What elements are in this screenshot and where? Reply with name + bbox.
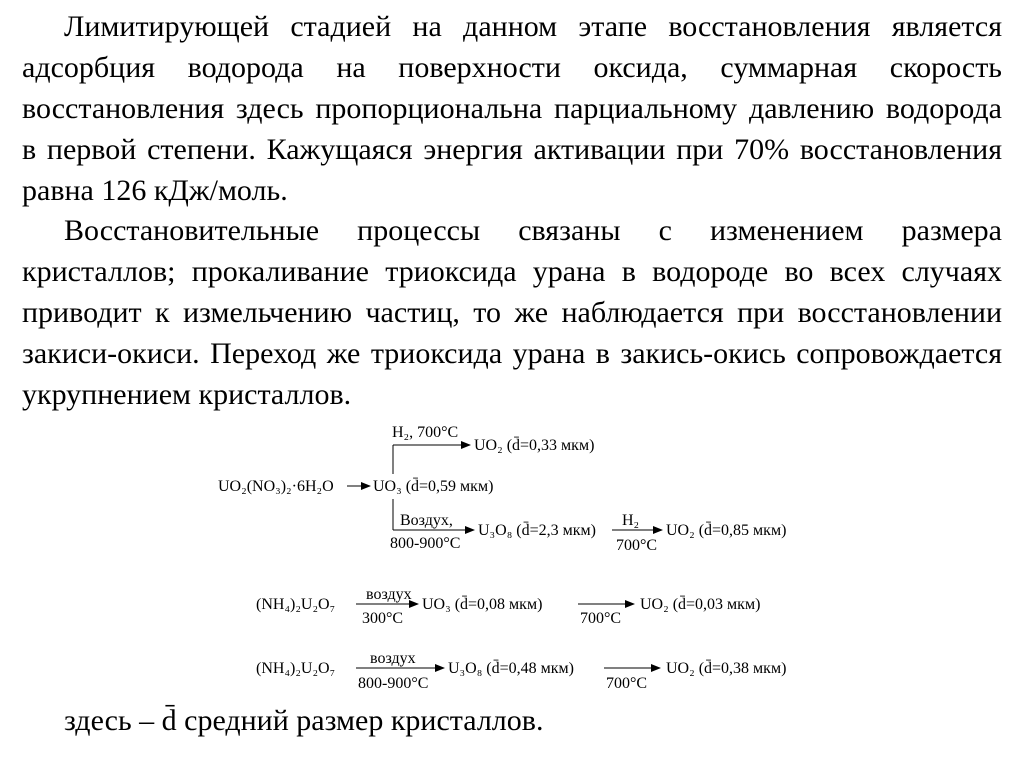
- scheme-3-intermediate: U₃O₈ (d̄=0,48 мкм): [448, 660, 574, 677]
- scheme-1-bottom-condition-top: Воздух,: [400, 512, 453, 529]
- paragraph-1: [22, 6, 1002, 211]
- scheme-1-uo3: UO₃ (d̄=0,59 мкм): [373, 478, 494, 495]
- paragraph-2-text: Восстановительные процессы связаны с изменением размера кристаллов; прокаливание триоксида урана в водороде во всех случаях приводит к измельчению частиц, то же наблюдается при восстановлении закиси-окиси. Переход же триоксида урана в закись-окись сопровождается укрупнением кристаллов.: [22, 214, 1002, 411]
- reaction-scheme: [0, 415, 1024, 705]
- paragraph-1-text: Лимитирующей стадией на данном этапе восстановления является адсорбция водорода на поверхности оксида, суммарная скорость восстановления здесь пропорциональна парциальному давлению водорода в первой степени. Кажущаяся энергия активации при 70% восстановления равна 126 кДж/моль.: [22, 10, 1002, 207]
- scheme-3-condition-1-bottom: 800-900°C: [358, 675, 429, 692]
- scheme-2-condition-2-bottom: 700°C: [580, 610, 622, 627]
- scheme-2-start: (NH₄)₂U₂O₇: [256, 596, 336, 613]
- scheme-3-condition-2-bottom: 700°C: [606, 675, 648, 692]
- scheme-2-intermediate: UO₃ (d̄=0,08 мкм): [422, 596, 543, 613]
- scheme-2-condition-1-top: воздух: [366, 586, 412, 603]
- scheme-3-product: UO₂ (d̄=0,38 мкм): [666, 660, 787, 677]
- scheme-1-bottom-condition-bottom: 800-900°C: [390, 535, 461, 552]
- scheme-1-last-product: UO₂ (d̄=0,85 мкм): [666, 522, 787, 539]
- scheme-1-top-condition: H₂, 700°C: [392, 424, 459, 441]
- scheme-1: [218, 424, 786, 554]
- scheme-2-product: UO₂ (d̄=0,03 мкм): [640, 596, 761, 613]
- scheme-2-condition-1-bottom: 300°C: [362, 610, 404, 627]
- scheme-3: [256, 650, 786, 692]
- scheme-1-start: UO₂(NO₃)₂·6H₂O: [218, 478, 334, 495]
- scheme-2: [256, 586, 760, 627]
- scheme-1-u3o8: U₃O₈ (d̄=2,3 мкм): [478, 522, 596, 539]
- scheme-1-last-condition-top: H₂: [622, 512, 640, 529]
- scheme-3-start: (NH₄)₂U₂O₇: [256, 660, 336, 677]
- scheme-1-last-condition-bottom: 700°C: [616, 537, 658, 554]
- scheme-1-top-product: UO₂ (d̄=0,33 мкм): [474, 437, 595, 454]
- paragraph-2: [22, 210, 1002, 415]
- footnote: здесь – d̄ средний размер кристаллов.: [64, 704, 544, 737]
- scheme-3-condition-1-top: воздух: [370, 650, 416, 667]
